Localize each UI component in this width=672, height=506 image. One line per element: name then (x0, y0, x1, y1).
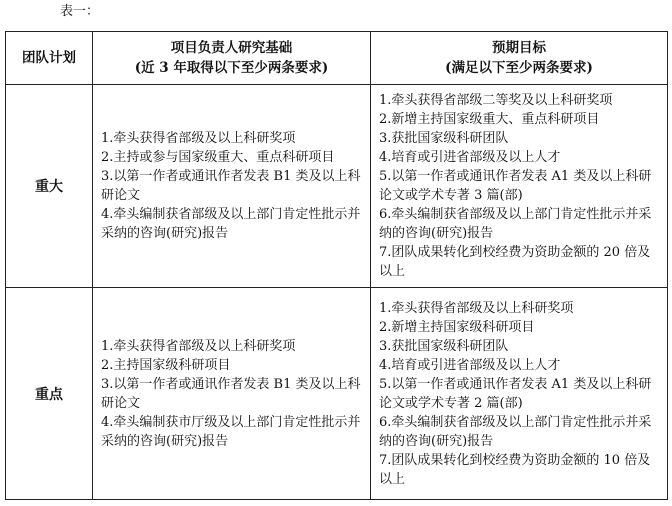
header-team-plan: 团队计划 (6, 32, 93, 85)
goals-cell-major (371, 85, 668, 288)
goal-item: 3.获批国家级科研团队 (379, 131, 509, 146)
table-caption: 表一： (60, 4, 100, 19)
table-row-major (6, 85, 668, 288)
basis-item: 3.以第一作者或通讯作者发表 B1 类及以上科研论文 (101, 376, 361, 411)
goal-item: 3.获批国家级科研团队 (379, 338, 509, 354)
plan-cell-key: 重点 (6, 288, 93, 500)
basis-cell-major (93, 85, 371, 288)
goal-item: 2.新增主持国家级科研项目 (379, 319, 535, 335)
goals-cell-key (371, 288, 668, 500)
goal-item: 6.牵头编制获省部级及以上部门肯定性批示并采纳的咨询(研究)报告 (379, 207, 652, 241)
basis-item: 2.主持或参与国家级重大、重点科研项目 (101, 150, 335, 165)
goal-item: 4.培育或引进省部级及以上人才 (379, 357, 561, 373)
basis-item: 4.牵头编制获市厅级及以上部门肯定性批示并采纳的咨询(研究)报告 (101, 414, 361, 449)
table-header-row (6, 32, 668, 85)
header-expected-goals-note: (满足以下至少两条要求) (445, 60, 593, 76)
basis-item: 2.主持国家级科研项目 (101, 357, 231, 373)
goal-item: 7.团队成果转化到校经费为资助金额的 10 倍及以上 (379, 452, 651, 487)
header-research-basis (93, 32, 371, 85)
table-row-key (6, 288, 668, 500)
goal-item: 4.培育或引进省部级及以上人才 (379, 150, 561, 165)
header-expected-goals-title: 预期目标 (492, 40, 546, 56)
basis-item: 1.牵头获得省部级及以上科研奖项 (101, 338, 296, 354)
basis-item: 4.牵头编制获省部级及以上部门肯定性批示并采纳的咨询(研究)报告 (101, 207, 361, 241)
basis-item: 1.牵头获得省部级及以上科研奖项 (101, 131, 296, 146)
plan-cell-major: 重大 (6, 85, 93, 288)
goal-item: 1.牵头获得省部级二等奖及以上科研奖项 (379, 93, 613, 108)
basis-cell-key (93, 288, 371, 500)
header-research-basis-title: 项目负责人研究基础 (170, 40, 293, 56)
basis-item: 3.以第一作者或通讯作者发表 B1 类及以上科研论文 (101, 169, 361, 203)
goal-item: 7.团队成果转化到校经费为资助金额的 20 倍及以上 (379, 245, 651, 279)
goal-item: 5.以第一作者或通讯作者发表 A1 类及以上科研论文或学术专著 3 篇(部) (379, 169, 652, 203)
header-research-basis-note: (近 3 年取得以下至少两条要求) (134, 60, 329, 76)
goal-item: 6.牵头编制获省部级及以上部门肯定性批示并采纳的咨询(研究)报告 (379, 414, 652, 449)
goal-item: 1.牵头获得省部级及以上科研奖项 (379, 300, 574, 316)
team-plan-table (5, 31, 668, 500)
goal-item: 2.新增主持国家级重大、重点科研项目 (379, 112, 600, 127)
goal-item: 5.以第一作者或通讯作者发表 A1 类及以上科研论文或学术专著 2 篇(部) (379, 376, 652, 411)
header-expected-goals (371, 32, 668, 85)
